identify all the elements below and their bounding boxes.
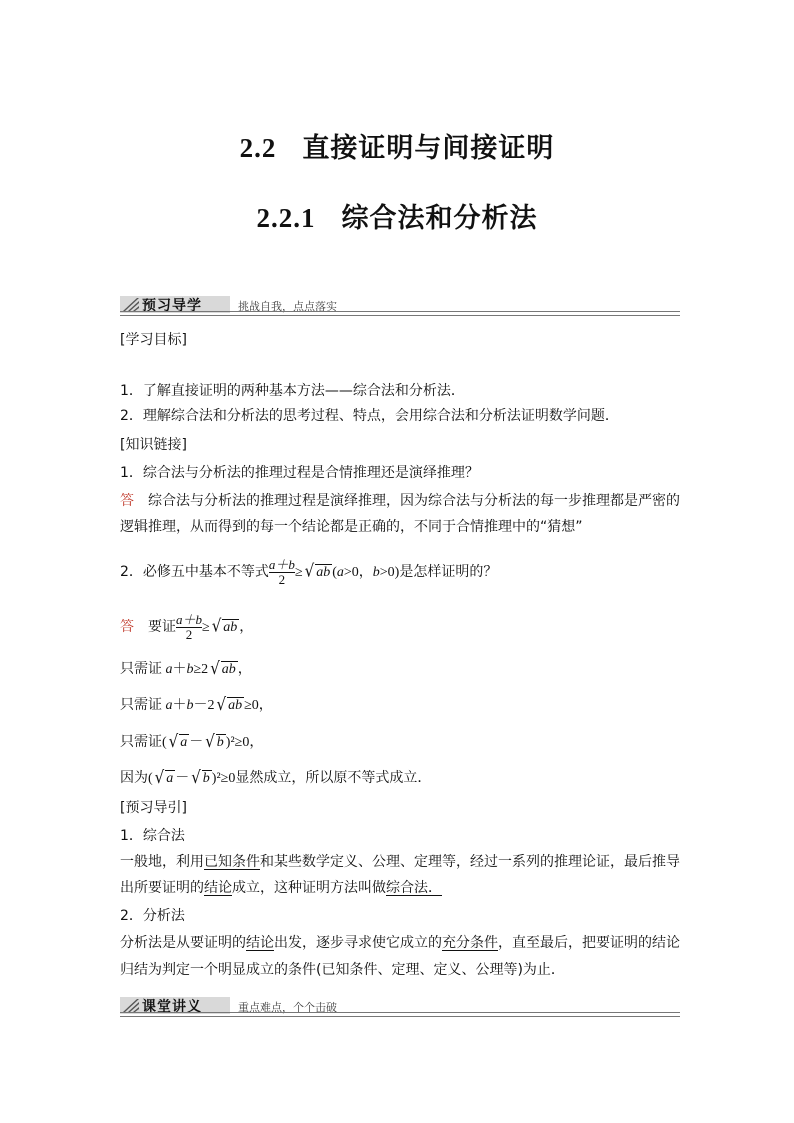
fill-blank: 结论 [246,935,274,951]
because-step: 因为( √ a － √ b )²≥0显然成立，所以原不等式成立． [120,766,432,788]
fraction-formula: $\frac{a+b}{2}$ [268,556,295,587]
need-step-2: 只需证 a＋b－2 √ ab ≥0， [120,693,273,715]
fraction-formula: $\frac{a+b}{2}$ [176,611,203,642]
synthesis-title: 1．综合法 [120,828,185,844]
lecture-banner [120,997,680,1017]
banner-label: 课堂讲义 [142,999,202,1015]
question-1: 1．综合法与分析法的推理过程是合情推理还是演绎推理？ [120,465,479,481]
fill-blank: 充分条件 [442,935,498,951]
goal-2: 2．理解综合法和分析法的思考过程、特点，会用综合法和分析法证明数学问题． [120,408,619,424]
subsection-number: 2.2.1 [256,203,316,233]
banner-caption: 重点难点，个个击破 [238,1001,337,1014]
banner-label: 预习导学 [142,298,202,314]
fill-blank: 已知条件 [204,854,260,870]
goal-1: 1．了解直接证明的两种基本方法——综合法和分析法． [120,383,465,399]
analysis-title: 2．分析法 [120,908,185,924]
links-header: [知识链接] [120,437,187,453]
analysis-line-1: 分析法是从要证明的结论出发，逐步寻求使它成立的充分条件，直至最后，把要证明的结论 [120,935,680,951]
banner-rule [120,1012,680,1017]
subsection-title-text: 综合法和分析法 [341,203,538,234]
answer-2-want: 答 要证 $\frac{a+b}{2}$ ≥ √ ab ， [120,611,254,642]
question-2: 2．必修五中基本不等式 $\frac{a+b}{2}$ ≥ √ ab (a>0，b>0)是怎样证明的？ [120,556,498,587]
banner-rule [120,311,680,316]
need-step-1: 只需证 a＋b≥2 √ ab ， [120,657,252,679]
answer-1-line-1: 答 综合法与分析法的推理过程是演绎推理，因为综合法与分析法的每一步推理都是严密的 [120,493,680,509]
banner-caption: 挑战自我，点点落实 [238,300,337,313]
section-title-text: 直接证明与间接证明 [302,133,555,164]
section-number: 2.2 [239,133,277,163]
answer-mark: 答 [120,493,134,509]
section-title [0,126,794,165]
fill-blank: 综合法． [386,880,442,896]
fill-blank: 结论 [204,880,232,896]
guide-header: [预习导引] [120,800,187,816]
preview-banner [120,296,680,316]
need-step-3: 只需证( √ a － √ b )²≥0， [120,730,264,752]
corner-stripe-icon [123,298,139,311]
corner-stripe-icon [123,999,139,1012]
synthesis-line-1: 一般地，利用已知条件和某些数学定义、公理、定理等，经过一系列的推理论证，最后推导 [120,854,680,870]
analysis-line-2: 归结为判定一个明显成立的条件(已知条件、定理、定义、公理等)为止． [120,962,565,978]
answer-1-line-2: 逻辑推理，从而得到的每一个结论都是正确的，不同于合情推理中的“猜想” [120,519,583,535]
synthesis-line-2: 出所要证明的结论成立，这种证明方法叫做综合法． [120,880,442,896]
subsection-title [0,196,794,235]
goals-header: [学习目标] [120,332,187,348]
